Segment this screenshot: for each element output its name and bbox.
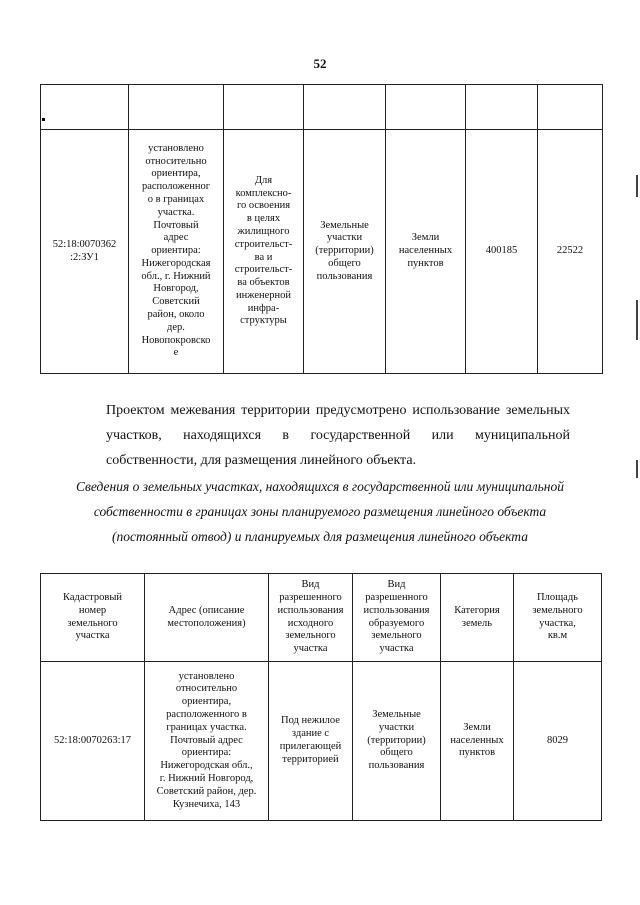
table-caption: Сведения о земельных участках, находящихся в государственной или муниципальной собственности в границах зоны планируемого размещения линейного объекта (постоянный отвод) и планируемых для размещения линейного объекта	[76, 479, 564, 544]
blank-header-cell	[129, 85, 224, 130]
blank-header-cell	[386, 85, 466, 130]
body-paragraph: Проектом межевания территории предусмотрено использование земельных участков, находящихся в государственной или муниципальной собственности, для размещения линейного объекта.	[106, 403, 570, 468]
scan-edge-mark	[636, 460, 638, 478]
original-use-cell: Под нежилое здание с прилегающей территорией	[269, 662, 353, 821]
blank-header-cell	[224, 85, 304, 130]
blank-header-cell	[466, 85, 538, 130]
blank-header-cell	[41, 85, 129, 130]
address-cell: установлено относительно ориентира, расположенного в границах участка. Почтовый адрес ориентира: Нижегородская обл., г. Нижний Новгород, Советский район, дер. Кузнечиха, 143	[145, 662, 269, 821]
table-header-row-blank	[41, 85, 603, 130]
table-row	[41, 130, 603, 374]
original-use-cell: Для комплексно- го освоения в целях жилищного строительст- ва и строительст- ва объектов инженерной инфра- структуры	[224, 130, 304, 374]
table-row	[41, 662, 602, 821]
corner-mark	[42, 118, 45, 121]
cadastral-table-continuation	[40, 84, 603, 374]
header-area: Площадь земельного участка, кв.м	[514, 574, 602, 662]
formed-use-cell: Земельные участки (территории) общего пользования	[353, 662, 441, 821]
page-number: 52	[313, 56, 327, 71]
blank-header-cell	[538, 85, 603, 130]
formed-use-cell: Земельные участки (территории) общего пользования	[304, 130, 386, 374]
land-category-cell: Земли населенных пунктов	[386, 130, 466, 374]
header-original-use: Вид разрешенного использования исходного земельного участка	[269, 574, 353, 662]
header-cadastral: Кадастровый номер земельного участка	[41, 574, 145, 662]
header-formed-use: Вид разрешенного использования образуемого земельного участка	[353, 574, 441, 662]
area-cell: 22522	[538, 130, 603, 374]
table-header-row	[41, 574, 602, 662]
land-category-cell: Земли населенных пунктов	[441, 662, 514, 821]
code-cell: 400185	[466, 130, 538, 374]
header-address: Адрес (описание местоположения)	[145, 574, 269, 662]
cadastral-number-cell: 52:18:0070362 :2:ЗУ1	[41, 130, 129, 374]
scan-edge-mark	[636, 300, 638, 340]
address-cell: установлено относительно ориентира, расположенног о в границах участка. Почтовый адрес ориентира: Нижегородская обл., г. Нижний Новгород, Советский район, около дер. Новопокровско е	[129, 130, 224, 374]
cadastral-number-cell: 52:18:0070263:17	[41, 662, 145, 821]
blank-header-cell	[304, 85, 386, 130]
cadastral-table	[40, 573, 602, 821]
scan-edge-mark	[636, 175, 638, 197]
header-category: Категория земель	[441, 574, 514, 662]
area-cell: 8029	[514, 662, 602, 821]
